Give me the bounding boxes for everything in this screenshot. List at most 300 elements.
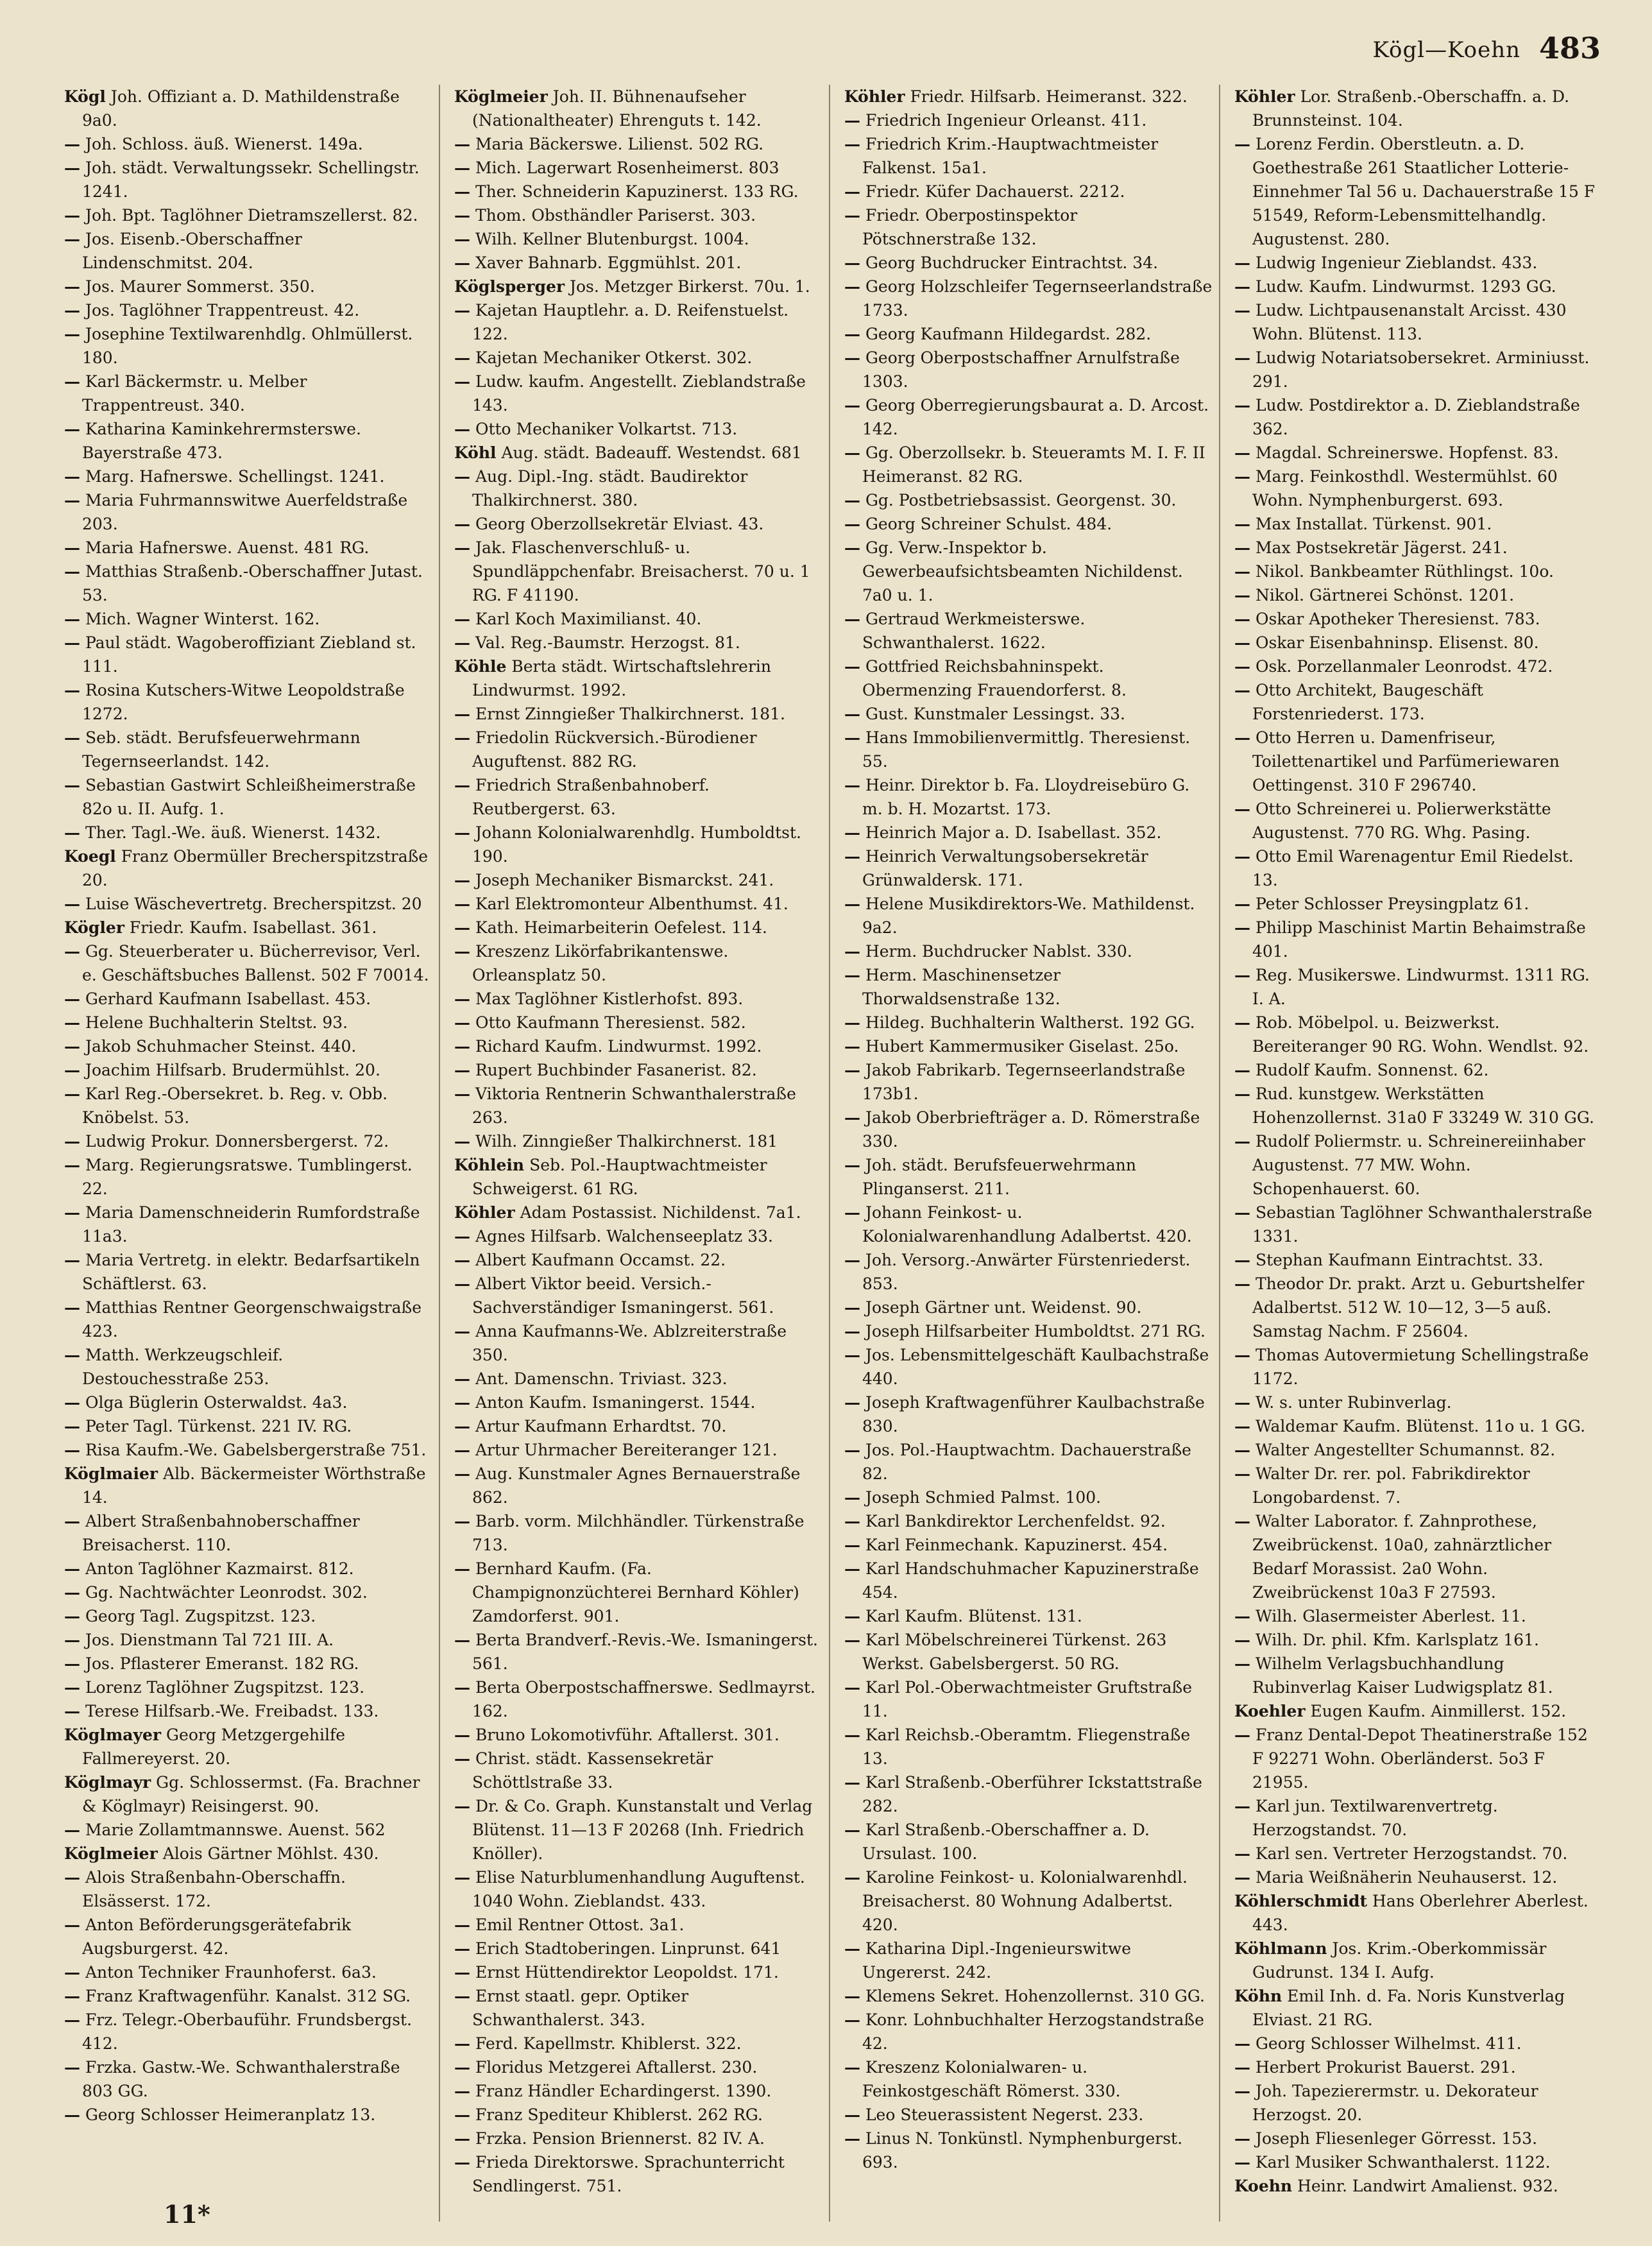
directory-entry [64, 1628, 432, 1652]
directory-entry [844, 85, 1213, 108]
directory-entry [64, 821, 432, 844]
entry-surname: — [454, 1963, 470, 1982]
directory-entry [844, 1034, 1213, 1058]
directory-entry [1234, 2127, 1604, 2150]
entry-surname: — [454, 515, 470, 533]
entry-surname: — [64, 1417, 80, 1436]
entry-surname: Köglmeier [64, 1844, 158, 1863]
entry-details: Erich Stadtoberingen. Linprunst. 641 [475, 1939, 781, 1958]
entry-surname: — [64, 1132, 80, 1151]
directory-entry [454, 1865, 822, 1913]
entry-surname: — [844, 1773, 860, 1792]
entry-surname: — [454, 871, 470, 889]
directory-entry [844, 1604, 1213, 1628]
directory-entry [64, 536, 432, 560]
entry-surname: — [454, 918, 470, 937]
entry-details: Seb. Pol.-Hauptwachtmeister Schweigerst. 61 RG. [472, 1156, 767, 1198]
entry-surname: — [844, 1322, 860, 1341]
entry-surname: — [64, 895, 80, 913]
directory-entry [1234, 1984, 1604, 2032]
entry-surname: — [1234, 2058, 1250, 2077]
entry-surname: — [454, 610, 470, 628]
entry-surname: — [454, 1512, 470, 1530]
directory-entry [454, 631, 822, 655]
directory-entry [64, 1818, 432, 1842]
entry-details: Karl Bankdirektor Lerchenfeldst. 92. [865, 1512, 1166, 1530]
entry-details: Richard Kaufm. Lindwurmst. 1992. [475, 1037, 762, 1056]
entry-surname: — [844, 1512, 860, 1530]
directory-entry [844, 488, 1213, 512]
entry-details: Thomas Autovermietung Schellingstraße 1172. [1252, 1346, 1589, 1388]
entry-details: Jos. Krim.-Oberkommissär Gudrunst. 134 I. Aufg. [1252, 1939, 1547, 1982]
entry-surname: — [64, 562, 80, 581]
entry-details: Karl Koch Maximilianst. 40. [475, 610, 702, 628]
entry-surname: — [844, 1013, 860, 1032]
entry-surname: — [454, 301, 470, 320]
entry-details: Hildeg. Buchhalterin Waltherst. 192 GG. [865, 1013, 1195, 1032]
entry-surname: — [64, 1916, 80, 1934]
directory-entry [454, 1747, 822, 1794]
directory-entry [844, 1438, 1213, 1486]
entry-details: Xaver Bahnarb. Eggmühlst. 201. [475, 253, 742, 272]
directory-entry [844, 108, 1213, 132]
entry-surname: — [454, 2153, 470, 2172]
entry-details: Ernst Hüttendirektor Leopoldst. 171. [475, 1963, 779, 1982]
entry-details: Rob. Möbelpol. u. Beizwerkst. Bereiteranger 90 RG. Wohn. Wendlst. 92. [1252, 1013, 1589, 1056]
entry-surname: — [64, 1631, 80, 1649]
directory-entry [1234, 1391, 1604, 1414]
entry-surname: — [844, 1298, 860, 1317]
entry-details: Rudolf Kaufm. Sonnenst. 62. [1255, 1061, 1489, 1079]
directory-entry [844, 1557, 1213, 1604]
entry-surname: — [844, 1156, 860, 1174]
entry-details: Gg. Schlossermst. (Fa. Brachner & Köglmayr) Reisingerst. 90. [82, 1773, 420, 1815]
directory-entry [64, 488, 432, 536]
entry-surname: Kögler [64, 918, 124, 937]
entry-details: Otto Architekt, Baugeschäft Forstenriederst. 173. [1252, 681, 1483, 723]
entry-details: Otto Kaufmann Theresienst. 582. [475, 1013, 746, 1032]
directory-entry [454, 726, 822, 773]
directory-entry [1234, 536, 1604, 560]
directory-entry [844, 702, 1213, 726]
entry-surname: — [844, 396, 860, 415]
entry-details: Eugen Kaufm. Ainmillerst. 152. [1310, 1702, 1567, 1720]
entry-details: Marg. Hafnerswe. Schellingst. 1241. [85, 467, 385, 486]
directory-entry [844, 1153, 1213, 1201]
entry-surname: — [454, 1916, 470, 1934]
directory-entry [64, 1296, 432, 1343]
entry-details: Ther. Schneiderin Kapuzinerst. 133 RG. [475, 182, 799, 201]
directory-entry [454, 180, 822, 203]
entry-details: Anton Kaufm. Ismaningerst. 1544. [475, 1393, 756, 1412]
entry-details: Alb. Bäckermeister Wörthstraße 14. [82, 1464, 426, 1507]
printer-signature: 11* [164, 2200, 210, 2229]
entry-surname: — [64, 1654, 80, 1673]
entry-surname: — [1234, 633, 1250, 652]
entry-surname: — [454, 1441, 470, 1459]
directory-entry [1234, 726, 1604, 797]
directory-entry [64, 1201, 432, 1248]
directory-entry [1234, 1058, 1604, 1082]
entry-details: Nikol. Gärtnerei Schönst. 1201. [1255, 586, 1515, 604]
directory-entry [844, 1770, 1213, 1818]
directory-entry [844, 203, 1213, 251]
directory-entry [64, 892, 432, 916]
entry-details: Albert Kaufmann Occamst. 22. [475, 1251, 726, 1269]
entry-surname: — [1234, 538, 1250, 557]
directory-entry [64, 1034, 432, 1058]
entry-details: Lorenz Ferdin. Oberstleutn. a. D. Goethestraße 261 Staatlicher Lotterie-Einnehmer Tal 56 u. Dachauerstraße 15 F 51549, Reform-Lebensmittelhandlg. Augustenst. 280. [1252, 135, 1596, 248]
directory-entry [1234, 1201, 1604, 1248]
entry-details: Maria Damenschneiderin Rumfordstraße 11a3. [82, 1203, 420, 1246]
entry-details: Stephan Kaufmann Eintrachtst. 33. [1255, 1251, 1544, 1269]
directory-entry [454, 1391, 822, 1414]
entry-details: Ernst staatl. gepr. Optiker Schwanthalerst. 343. [472, 1987, 689, 2029]
entry-surname: — [64, 206, 80, 225]
entry-details: Herm. Buchdrucker Nablst. 330. [865, 942, 1132, 961]
entry-surname: — [64, 1156, 80, 1174]
directory-entry [1234, 512, 1604, 536]
directory-entry [64, 726, 432, 773]
entry-details: Karl Reichsb.-Oberamtm. Fliegenstraße 13. [862, 1726, 1191, 1768]
entry-surname: — [1234, 1441, 1250, 1459]
entry-details: Max Taglöhner Kistlerhofst. 893. [475, 990, 744, 1008]
entry-surname: — [64, 1084, 80, 1103]
entry-surname: — [1234, 1797, 1250, 1815]
entry-details: Joseph Schmied Palmst. 100. [865, 1488, 1102, 1507]
entry-details: Otto Schreinerei u. Polierwerkstätte Augustenst. 770 RG. Whg. Pasing. [1252, 800, 1551, 842]
entry-details: Katharina Kaminkehrermsterswe. Bayerstraße 473. [82, 420, 361, 462]
directory-entry [454, 156, 822, 180]
entry-surname: — [454, 2129, 470, 2148]
entry-details: Wilh. Kellner Blutenburgst. 1004. [475, 230, 749, 248]
directory-entry [64, 1699, 432, 1723]
entry-surname: — [454, 776, 470, 794]
entry-surname: — [844, 1108, 860, 1127]
entry-surname: — [1234, 1464, 1250, 1483]
entry-details: Georg Oberzollsekretär Elviast. 43. [475, 515, 764, 533]
entry-details: Ferd. Kapellmstr. Khiblerst. 322. [475, 2034, 742, 2053]
entry-surname: — [1234, 135, 1250, 153]
directory-entry [64, 1842, 432, 1865]
directory-entry [64, 1082, 432, 1129]
entry-details: Magdal. Schreinerswe. Hopfenst. 83. [1255, 443, 1559, 462]
directory-entry [64, 417, 432, 465]
entry-surname: — [454, 182, 470, 201]
entry-surname: — [1234, 562, 1250, 581]
entry-details: Hans Oberlehrer Aberlest. 443. [1252, 1892, 1588, 1934]
entry-details: Herm. Maschinensetzer Thorwaldsenstraße 132. [862, 966, 1061, 1008]
entry-surname: — [454, 2082, 470, 2100]
directory-entry [64, 939, 432, 987]
directory-entry [1234, 844, 1604, 892]
directory-entry [64, 1676, 432, 1699]
entry-surname: — [1234, 1251, 1250, 1269]
directory-entry [844, 2008, 1213, 2055]
entry-surname: — [454, 420, 470, 438]
directory-entry [64, 631, 432, 678]
entry-surname: — [844, 2105, 860, 2124]
directory-entry [64, 370, 432, 417]
entry-details: Hubert Kammermusiker Giselast. 25o. [865, 1037, 1179, 1056]
entry-surname: — [844, 823, 860, 842]
entry-surname: — [454, 1987, 470, 2005]
directory-entry [844, 1201, 1213, 1248]
entry-details: Gertraud Werkmeisterswe. Schwanthalerst. 1622. [862, 610, 1086, 652]
entry-details: Klemens Sekret. Hohenzollernst. 310 GG. [865, 1987, 1205, 2005]
directory-entry [64, 1581, 432, 1604]
entry-details: Gust. Kunstmaler Lessingst. 33. [865, 705, 1125, 723]
entry-details: Joh. Schloss. äuß. Wienerst. 149a. [85, 135, 363, 153]
entry-details: Philipp Maschinist Martin Behaimstraße 401. [1252, 918, 1586, 961]
entry-details: Johann Kolonialwarenhdlg. Humboldtst. 190. [472, 823, 801, 866]
entry-surname: — [454, 1369, 470, 1388]
directory-entry [844, 1319, 1213, 1343]
entry-surname: — [1234, 253, 1250, 272]
column-1 [64, 85, 440, 2222]
entry-details: Friedr. Kaufm. Isabellast. 361. [129, 918, 377, 937]
entry-details: Artur Uhrmacher Bereiteranger 121. [475, 1441, 778, 1459]
directory-entry [64, 844, 432, 892]
entry-surname: — [844, 1868, 860, 1887]
directory-entry [64, 1723, 432, 1770]
entry-details: Walter Angestellter Schumannst. 82. [1255, 1441, 1556, 1459]
entry-surname: — [844, 538, 860, 557]
entry-surname: — [844, 2129, 860, 2148]
directory-entry [1234, 631, 1604, 655]
entry-surname: — [454, 372, 470, 391]
running-head: Kögl—Koehn [1372, 37, 1520, 63]
entry-details: Joh. städt. Verwaltungssekr. Schellingstr. 1241. [82, 159, 420, 201]
entry-surname: — [844, 1939, 860, 1958]
entry-surname: — [844, 515, 860, 533]
entry-surname: — [844, 1821, 860, 1839]
directory-entry [64, 1652, 432, 1676]
entry-surname: — [844, 2010, 860, 2029]
entry-surname: — [454, 1084, 470, 1103]
entry-surname: — [844, 1346, 860, 1364]
entry-details: Maria Fuhrmannswitwe Auerfeldstraße 203. [82, 491, 408, 533]
entry-details: Ludwig Notariatsobersekret. Arminiusst. 291. [1252, 348, 1590, 391]
directory-entry [1234, 678, 1604, 726]
entry-details: Karl Pol.-Oberwachtmeister Gruftstraße 11. [862, 1678, 1192, 1720]
entry-surname: — [1234, 1417, 1250, 1436]
entry-details: Rudolf Poliermstr. u. Schreinereiinhaber Augustenst. 77 MW. Wohn. Schopenhauerst. 60. [1252, 1132, 1585, 1198]
entry-details: Georg Schreiner Schulst. 484. [865, 515, 1112, 533]
directory-entry [64, 2008, 432, 2055]
entry-details: Reg. Musikerswe. Lindwurmst. 1311 RG. I. A. [1252, 966, 1590, 1008]
entry-surname: — [64, 823, 80, 842]
directory-entry [454, 1676, 822, 1723]
entry-details: Frzka. Gastw.-We. Schwanthalerstraße 803 GG. [82, 2058, 400, 2100]
entry-surname: — [64, 1963, 80, 1982]
directory-entry [1234, 2150, 1604, 2174]
entry-surname: — [844, 277, 860, 296]
entry-surname: — [454, 135, 470, 153]
entry-surname: — [64, 1037, 80, 1056]
entry-details: Karl Elektromonteur Albenthumst. 41. [475, 895, 788, 913]
entry-surname: — [64, 728, 80, 747]
entry-details: Gottfried Reichsbahninspekt. Obermenzing Frauendorferst. 8. [862, 657, 1127, 699]
entry-details: Matthias Straßenb.-Oberschaffner Jutast. 53. [82, 562, 423, 604]
entry-surname: — [454, 1132, 470, 1151]
entry-details: Heinrich Major a. D. Isabellast. 352. [865, 823, 1162, 842]
directory-entry [64, 322, 432, 370]
directory-entry [844, 1984, 1213, 2008]
entry-surname: Köhlerschmidt [1234, 1892, 1368, 1910]
entry-details: Rosina Kutschers-Witwe Leopoldstraße 1272. [82, 681, 405, 723]
directory-entry [64, 2103, 432, 2127]
entry-surname: — [844, 1678, 860, 1697]
entry-surname: — [64, 1013, 80, 1032]
entry-details: Karl jun. Textilwarenvertretg. Herzogstandst. 70. [1252, 1797, 1498, 1839]
entry-details: Friedr. Küfer Dachauerst. 2212. [865, 182, 1125, 201]
entry-details: Jak. Flaschenverschluß- u. Spundläppchenfabr. Breisacherst. 70 u. 1 RG. F 41190. [472, 538, 810, 604]
entry-surname: — [1234, 1393, 1250, 1412]
entry-surname: — [1234, 1868, 1250, 1887]
entry-details: Aug. Kunstmaler Agnes Bernauerstraße 862. [472, 1464, 801, 1507]
directory-entry [1234, 1937, 1604, 1984]
entry-details: Paul städt. Wagoberoffiziant Ziebland st. 111. [82, 633, 416, 676]
entry-details: Marie Zollamtmannswe. Auenst. 562 [85, 1821, 386, 1839]
entry-details: Aug. Dipl.-Ing. städt. Baudirektor Thalkirchnerst. 380. [472, 467, 748, 510]
entry-details: Linus N. Tonkünstl. Nymphenburgerst. 693. [862, 2129, 1183, 2172]
directory-entry [844, 1296, 1213, 1319]
entry-details: Helene Musikdirektors-We. Mathildenst. 9a2. [862, 895, 1195, 937]
directory-entry [1234, 1414, 1604, 1438]
directory-entry [844, 180, 1213, 203]
column-2 [454, 85, 830, 2222]
entry-surname: — [454, 1559, 470, 1578]
entry-surname: — [1234, 847, 1250, 866]
entry-surname: — [844, 966, 860, 984]
entry-surname: — [454, 1868, 470, 1887]
entry-details: Heinrich Verwaltungsobersekretär Grünwaldersk. 171. [862, 847, 1148, 889]
entry-surname: — [844, 348, 860, 367]
entry-surname: — [64, 467, 80, 486]
entry-surname: — [844, 1061, 860, 1079]
directory-entry [1234, 1794, 1604, 1842]
entry-surname: Köhn [1234, 1987, 1282, 2005]
directory-entry [454, 251, 822, 275]
directory-entry [1234, 1652, 1604, 1699]
entry-surname: — [454, 206, 470, 225]
entry-surname: — [64, 1821, 80, 1839]
entry-details: Wilhelm Verlagsbuchhandlung Rubinverlag Kaiser Ludwigsplatz 81. [1252, 1654, 1553, 1697]
entry-surname: — [1234, 1013, 1250, 1032]
directory-entry [454, 868, 822, 892]
entry-details: Jos. Lebensmittelgeschäft Kaulbachstraße 440. [862, 1346, 1209, 1388]
directory-entry [844, 1865, 1213, 1937]
entry-details: Joh. Tapezierermstr. u. Dekorateur Herzogst. 20. [1252, 2082, 1538, 2124]
directory-entry [64, 1414, 432, 1438]
entry-details: Karl Kaufm. Blütenst. 131. [865, 1607, 1082, 1625]
entry-surname: — [64, 538, 80, 557]
entry-surname: Köhlein [454, 1156, 525, 1174]
entry-surname: — [1234, 1084, 1250, 1103]
directory-entry [844, 2103, 1213, 2127]
entry-surname: — [454, 230, 470, 248]
directory-entry [454, 346, 822, 370]
entry-surname: Köhle [454, 657, 507, 676]
entry-details: Karl Bäckermstr. u. Melber Trappentreust. 340. [82, 372, 307, 415]
entry-details: Josephine Textilwarenhdlg. Ohlmüllerst. 180. [82, 325, 413, 367]
directory-entry [64, 1438, 432, 1462]
entry-surname: — [454, 253, 470, 272]
entry-details: Heinr. Direktor b. Fa. Lloydreisebüro G. m. b. H. Mozartst. 173. [862, 776, 1190, 818]
directory-entry [1234, 441, 1604, 465]
entry-details: Karoline Feinkost- u. Kolonialwarenhdl. Breisacherst. 80 Wohnung Adalbertst. 420. [862, 1868, 1188, 1934]
entry-details: Rud. kunstgew. Werkstätten Hohenzollernst. 31a0 F 33249 W. 310 GG. [1252, 1084, 1594, 1127]
entry-surname: — [844, 1441, 860, 1459]
entry-details: Thom. Obsthändler Pariserst. 303. [475, 206, 756, 225]
directory-entry [454, 1984, 822, 2032]
page-header [0, 31, 1652, 69]
directory-entry [844, 2055, 1213, 2103]
directory-entry [64, 560, 432, 607]
entry-details: Oskar Apotheker Theresienst. 783. [1255, 610, 1540, 628]
entry-surname: — [64, 1868, 80, 1887]
entry-details: Gerhard Kaufmann Isabellast. 453. [85, 990, 371, 1008]
directory-entry [1234, 1129, 1604, 1201]
directory-entry [64, 1011, 432, 1034]
entry-surname: Köhlmann [1234, 1939, 1327, 1958]
entry-surname: — [454, 1417, 470, 1436]
entry-details: Hans Immobilienvermittlg. Theresienst. 55. [862, 728, 1191, 771]
entry-details: Berta Brandverf.-Revis.-We. Ismaningerst. 561. [472, 1631, 818, 1673]
entry-surname: — [1234, 1274, 1250, 1293]
entry-surname: — [454, 348, 470, 367]
entry-surname: — [454, 705, 470, 723]
entry-details: Maria Hafnerswe. Auenst. 481 RG. [85, 538, 370, 557]
entry-surname: — [64, 491, 80, 510]
directory-entry [844, 1937, 1213, 1984]
entry-surname: — [64, 776, 80, 794]
directory-entry [64, 227, 432, 275]
entry-details: Terese Hilfsarb.-We. Freibadst. 133. [85, 1702, 379, 1720]
entry-details: Matth. Werkzeugschleif. Destouchesstraße 253. [82, 1346, 284, 1388]
entry-details: Karl Feinmechank. Kapuzinerst. 454. [865, 1536, 1168, 1554]
entry-details: Bernhard Kaufm. (Fa. Champignonzüchterei Bernhard Köhler) Zamdorferst. 901. [472, 1559, 799, 1625]
directory-entry [1234, 916, 1604, 963]
entry-details: Gg. Nachtwächter Leonrodst. 302. [85, 1583, 368, 1602]
directory-entry [844, 726, 1213, 773]
directory-entry [1234, 2079, 1604, 2127]
directory-entry [1234, 1509, 1604, 1604]
entry-surname: Köglsperger [454, 277, 565, 296]
entry-details: Georg Kaufmann Hildegardst. 282. [865, 325, 1152, 343]
entry-surname: — [64, 942, 80, 961]
entry-surname: — [454, 1939, 470, 1958]
directory-entry [844, 607, 1213, 655]
entry-surname: — [454, 159, 470, 177]
entry-surname: — [64, 1607, 80, 1625]
directory-entry [454, 1224, 822, 1248]
directory-entry [844, 939, 1213, 963]
directory-entry [64, 1509, 432, 1557]
directory-entry [844, 1818, 1213, 1865]
entry-surname: — [844, 1393, 860, 1412]
entry-surname: — [1234, 2129, 1250, 2148]
directory-entry [454, 465, 822, 512]
directory-entry [454, 1557, 822, 1628]
entry-surname: — [64, 990, 80, 1008]
directory-entry [1234, 560, 1604, 583]
entry-details: Albert Viktor beeid. Versich.-Sachverständiger Ismaningerst. 561. [472, 1274, 774, 1317]
directory-entry [454, 1913, 822, 1937]
entry-details: Sebastian Taglöhner Schwanthalerstraße 1331. [1252, 1203, 1592, 1246]
entry-surname: — [844, 705, 860, 723]
